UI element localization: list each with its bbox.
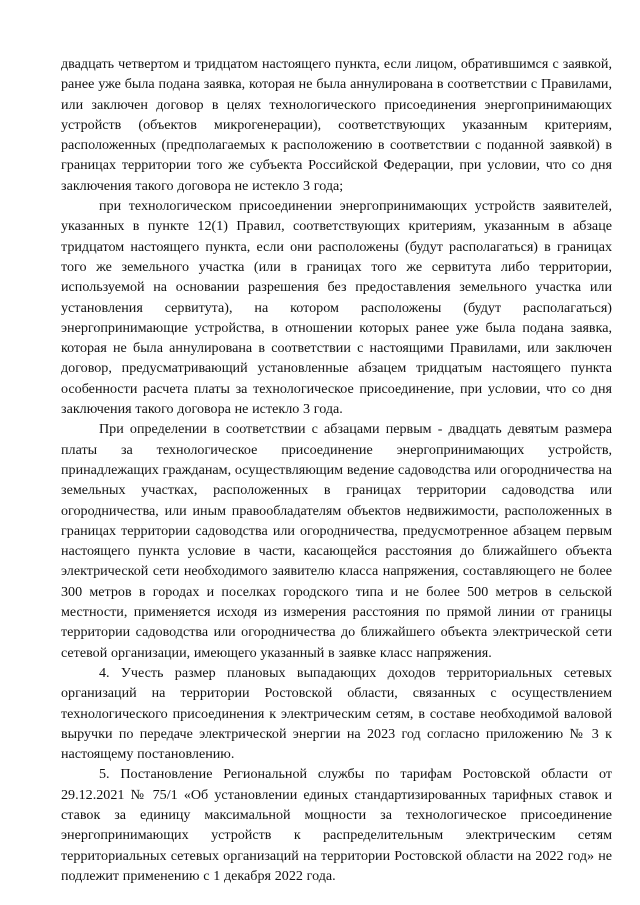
paragraph-item-5: 5. Постановление Региональной службы по тарифам Ростовской области от 29.12.2021 № 75/1 «Об установлении единых стандартизированных тарифных ставок и ставок за единицу максимальной мощности за технологическое присоединение энергопринимающих устройств к распределительным электрическим сетям территориальных сетевых организаций на территории Ростовской области на 2022 год» не подлежит применению с 1 декабря 2022 года. bbox=[61, 766, 612, 884]
paragraph-item-4: 4. Учесть размер плановых выпадающих доходов территориальных сетевых организаций на территории Ростовской области, связанных с осуществлением технологического присоединения к электрическим сетям, в составе необходимой валовой выручки по передаче электрической энергии на 2023 год согласно приложению № 3 к настоящему постановлению. bbox=[61, 664, 612, 763]
document-page bbox=[61, 54, 612, 886]
paragraph-gardening-territories: При определении в соответствии с абзацами первым - двадцать девятым размера платы за технологическое присоединение энергопринимающих устройств, принадлежащих гражданам, осуществляющим ведение садоводства или огородничества на земельных участках, расположенных в границах территории садоводства или огородничества, или иным правообладателям объектов недвижимости, расположенных в границах территории садоводства или огородничества, предусмотренное абзацем первым настоящего пункта условие в части, касающейся расстояния до ближайшего объекта электрической сети необходимого заявителю класса напряжения, составляющего не более 300 метров в городах и поселках городского типа и не более 500 метров в сельской местности, применяется исходя из измерения расстояния по прямой линии от границы территории садоводства или огородничества до ближайшего объекта электрической сети сетевой организации, имеющего указанный в заявке класс напряжения. bbox=[61, 421, 612, 661]
paragraph-continuation: двадцать четвертом и тридцатом настоящего пункта, если лицом, обратившимся с заявкой, ранее уже была подана заявка, которая не была аннулирована в соответствии с Правилами, или заключен договор в целях технологического присоединения энергопринимающих устройств (объектов микрогенерации), соответствующих указанным критериям, расположенных (предполагаемых к расположению в соответствии с поданной заявкой) в границах территории того же субъекта Российской Федерации, при условии, что со дня заключения такого договора не истекло 3 года; bbox=[61, 56, 612, 194]
paragraph-technological-connection: при технологическом присоединении энергопринимающих устройств заявителей, указанных в пункте 12(1) Правил, соответствующих критериям, указанным в абзаце тридцатом настоящего пункта, если они расположены (будут располагаться) в границах того же земельного участка (или в границах того же сервитута либо территории, используемой на основании разрешения без предоставления земельного участка или установления сервитута), на котором расположены (будут располагаться) энергопринимающие устройства, в отношении которых ранее уже была подана заявка, которая не была аннулирована в соответствии с настоящими Правилами, или заключен договор, предусматривающий установленные абзацем тридцатым настоящего пункта особенности расчета платы за технологическое присоединение, при условии, что со дня заключения такого договора не истекло 3 года. bbox=[61, 198, 612, 418]
